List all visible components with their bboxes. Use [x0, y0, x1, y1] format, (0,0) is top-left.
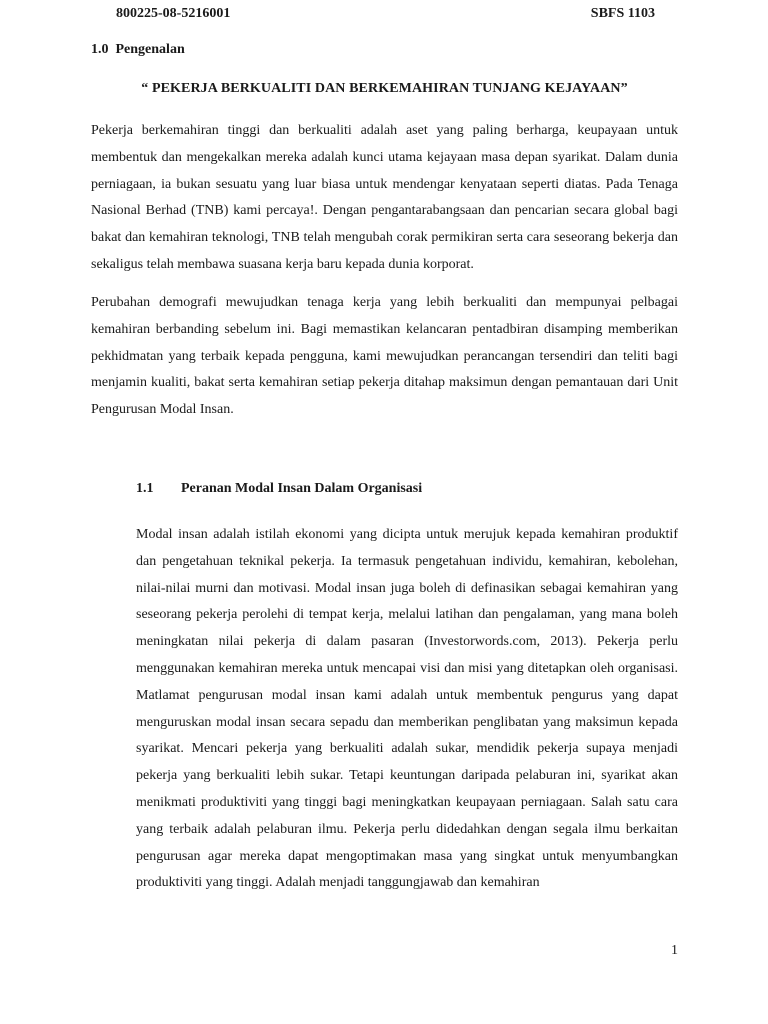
subsection-paragraph: Modal insan adalah istilah ekonomi yang dicipta untuk merujuk kepada kemahiran produktif dan pengetahuan teknikal pekerja. Ia termasuk pengetahuan individu, kemahiran, kebolehan, nilai-nilai murni dan motivasi. Modal insan juga boleh di definasikan sebagai kemahiran yang seseorang pekerja perolehi di tempat kerja, melalui latihan dan pengalaman, yang mana boleh meningkatan nilai pekerja di dalam pasaran (Investorwords.com, 2013). Pekerja perlu menggunakan kemahiran mereka untuk mencapai visi dan misi yang ditetapkan oleh organisasi. Matlamat pengurusan modal insan kami adalah untuk membentuk pengurus yang dapat menguruskan modal insan secara sepadu dan memberikan penglibatan yang maksimun kepada syarikat. Mencari pekerja yang berkualiti adalah sukar, mendidik pekerja supaya menjadi pekerja yang berkualiti lebih sukar. Tetapi keuntungan daripada pelaburan ini, syarikat akan menikmati produktiviti yang tinggi bagi meningkatkan keupayaan perniagaan. Salah satu cara yang terbaik adalah pelaburan ilmu. Pekerja perlu didedahkan dengan segala ilmu berkaitan pengurusan agar mereka dapat mengoptimakan masa yang singkat untuk menyumbangkan produktiviti yang tinggi. Adalah menjadi tanggungjawab dan kemahiran [136, 527, 678, 891]
header-student-id: 800225-08-5216001 [116, 6, 231, 21]
main-title: “ PEKERJA BERKUALITI DAN BERKEMAHIRAN TUNJANG KEJAYAAN” [141, 81, 628, 96]
section-number: 1.0 [91, 42, 109, 57]
section-title: Pengenalan [115, 42, 185, 57]
subsection-number: 1.1 [136, 481, 154, 496]
subsection-title: Peranan Modal Insan Dalam Organisasi [181, 481, 423, 496]
paragraph-1: Pekerja berkemahiran tinggi dan berkualiti adalah aset yang paling berharga, keupayaan untuk membentuk dan mengekalkan mereka adalah kunci utama kejayaan masa depan syarikat. Dalam dunia perniagaan, ia bukan sesuatu yang luar biasa untuk mendengar kenyataan seperti diatas. Pada Tenaga Nasional Berhad (TNB) kami percaya!. Dengan pengantarabangsaan dan pencarian secara global bagi bakat dan kemahiran teknologi, TNB telah mengubah corak permikiran serta cara seseorang bekerja dan sekaligus telah membawa suasana kerja baru kepada dunia korporat. [91, 123, 678, 272]
subsection-heading [136, 481, 422, 497]
page-number: 1 [671, 943, 678, 958]
paragraph-2: Perubahan demografi mewujudkan tenaga kerja yang lebih berkualiti dan mempunyai pelbagai kemahiran berbanding sebelum ini. Bagi memastikan kelancaran pentadbiran disamping memberikan pekhidmatan yang terbaik kepada pengguna, kami mewujudkan perancangan tersendiri dan teliti bagi menjamin kualiti, bakat serta kemahiran setiap pekerja ditahap maksimun dengan pemantauan dari Unit Pengurusan Modal Insan. [91, 295, 678, 418]
header-course-code: SBFS 1103 [590, 6, 655, 21]
section-heading [91, 42, 185, 58]
